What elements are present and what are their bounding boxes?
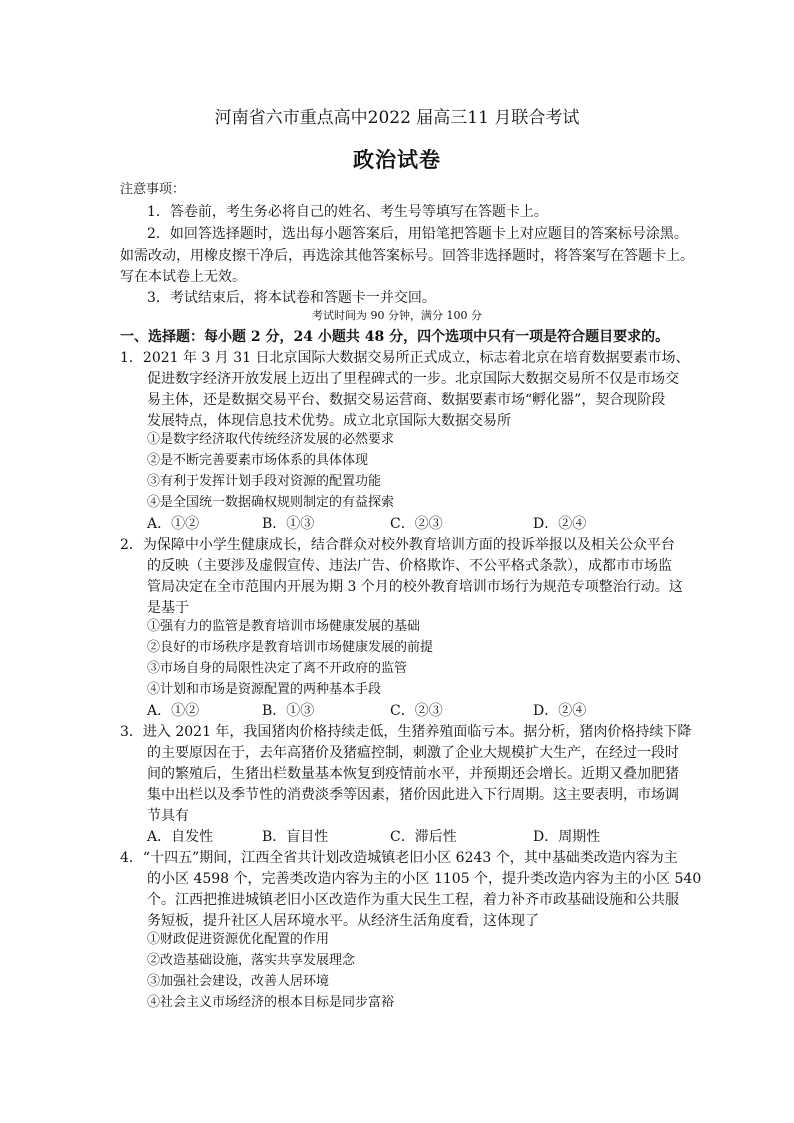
statement-item: ①财政促进资源优化配置的作用 bbox=[147, 932, 330, 947]
statement-item: ④计划和市场是资源配置的两种基本手段 bbox=[147, 682, 382, 697]
question-text: 促进数字经济开放发展上迈出了里程碑式的一步。北京国际大数据交易所不仅是市场交 bbox=[147, 371, 679, 387]
question-text: 的小区 4598 个，完善类改造内容为主的小区 1105 个，提升类改造内容为主的小区 540 bbox=[147, 871, 702, 887]
choice-a: A．自发性 bbox=[147, 829, 214, 845]
section-heading: 一、选择题：每小题 2 分，24 小题共 48 分，四个选项中只有一项是符合题目要求的。 bbox=[120, 329, 670, 345]
question-text: 务短板，提升社区人居环境水平。从经济生活角度看，这体现了 bbox=[147, 913, 539, 929]
choice-c: C．②③ bbox=[390, 516, 443, 532]
statement-item: ①是数字经济取代传统经济发展的必然要求 bbox=[147, 432, 395, 447]
question-text: 的主要原因在于，去年高猪价及猪瘟控制，刺激了企业大规模扩大生产，在经过一段时 bbox=[147, 745, 679, 761]
choice-d: D．周期性 bbox=[533, 829, 601, 845]
statement-item: ③有利于发挥计划手段对资源的配置功能 bbox=[147, 474, 382, 489]
question-text: 1．2021 年 3 月 31 日北京国际大数据交易所正式成立，标志着北京在培育数据要素市场、 bbox=[120, 350, 690, 366]
statement-item: ②是不断完善要素市场体系的具体体现 bbox=[147, 453, 369, 468]
choice-a: A．①② bbox=[147, 516, 200, 532]
choice-b: B．①③ bbox=[262, 703, 315, 719]
question-text: 是基于 bbox=[147, 600, 189, 616]
notice-line: 2．如回答选择题时，选出每小题答案后，用铅笔把答题卡上对应题目的答案标号涂黑。 bbox=[147, 226, 688, 242]
statement-item: ④是全国统一数据确权规则制定的有益探索 bbox=[147, 495, 395, 510]
question-text: 4．“十四五”期间，江西全省共计划改造城镇老旧小区 6243 个，其中基础类改造内容为主 bbox=[120, 850, 678, 866]
question-text: 发展特点，体现信息技术优势。成立北京国际大数据交易所 bbox=[147, 413, 511, 429]
question-text: 节具有 bbox=[147, 808, 189, 824]
statement-item: ①强有力的监管是教育培训市场健康发展的基础 bbox=[147, 619, 421, 634]
question-text: 个。江西把推进城镇老旧小区改造作为重大民生工程，着力补齐市政基础设施和公共服 bbox=[147, 892, 679, 908]
exam-title: 河南省六市重点高中2022 届高三11 月联合考试 bbox=[214, 108, 580, 128]
question-text: 3．进入 2021 年，我国猪肉价格持续走低，生猪养殖面临亏本。据分析，猪肉价格持续下降 bbox=[120, 724, 692, 740]
notice-line: 写在本试卷上无效。 bbox=[120, 269, 246, 285]
question-text: 易主体，还是数据交易平台、数据交易运营商、数据要素市场“孵化器”，契合现阶段 bbox=[147, 392, 666, 408]
choice-b: B．盲目性 bbox=[262, 829, 329, 845]
exam-subject-title: 政治试卷 bbox=[353, 147, 441, 172]
question-text: 管局决定在全市范围内开展为期 3 个月的校外教育培训市场行为规范专项整治行动。这 bbox=[147, 579, 683, 595]
exam-time-info: 考试时间为 90 分钟，满分 100 分 bbox=[312, 309, 482, 322]
choice-b: B．①③ bbox=[262, 516, 315, 532]
notice-line: 3．考试结束后，将本试卷和答题卡一并交回。 bbox=[147, 290, 436, 306]
statement-item: ③市场自身的局限性决定了离不开政府的监管 bbox=[147, 661, 408, 676]
question-text: 集中出栏以及季节性的消费淡季等因素，猪价因此进入下行周期。这主要表明，市场调 bbox=[147, 787, 679, 803]
choice-c: C．滞后性 bbox=[390, 829, 457, 845]
notice-heading: 注意事项： bbox=[120, 182, 186, 197]
notice-line: 如需改动，用橡皮擦干净后，再选涂其他答案标号。回答非选择题时，将答案写在答题卡上。 bbox=[120, 248, 694, 264]
question-text: 间的繁殖后，生猪出栏数量基本恢复到疫情前水平，并预期还会增长。近期又叠加肥猪 bbox=[147, 766, 679, 782]
question-text: 的反映（主要涉及虚假宣传、违法广告、价格欺诈、不公平格式条款），成都市市场监 bbox=[147, 558, 672, 574]
statement-item: ③加强社会建设，改善人居环境 bbox=[147, 974, 330, 989]
choice-d: D．②④ bbox=[533, 516, 587, 532]
statement-item: ④社会主义市场经济的根本目标是同步富裕 bbox=[147, 995, 395, 1010]
statement-item: ②改造基础设施，落实共享发展理念 bbox=[147, 953, 356, 968]
question-text: 2．为保障中小学生健康成长，结合群众对校外教育培训方面的投诉举报以及相关公众平台 bbox=[120, 537, 675, 553]
notice-line: 1．答卷前，考生务必将自己的姓名、考生号等填写在答题卡上。 bbox=[147, 204, 548, 220]
choice-a: A．①② bbox=[147, 703, 200, 719]
choice-d: D．②④ bbox=[533, 703, 587, 719]
choice-c: C．②③ bbox=[390, 703, 443, 719]
statement-item: ②良好的市场秩序是教育培训市场健康发展的前提 bbox=[147, 640, 434, 655]
